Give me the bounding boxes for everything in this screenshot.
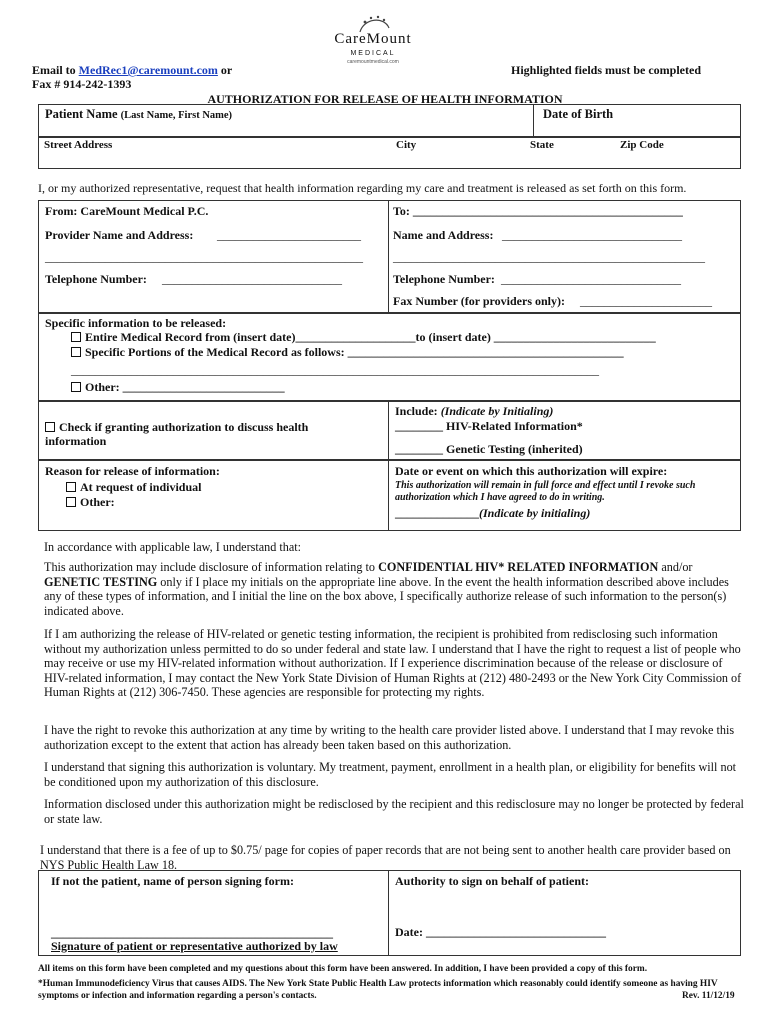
completion-statement: All items on this form have been completed and my questions about this form have been answered. In addition, I have been provided a copy of this form. bbox=[38, 964, 648, 974]
hiv-check-label: Check if granting authorization to discuss health information bbox=[45, 420, 309, 448]
state-label: State bbox=[530, 139, 554, 151]
from-to-divider bbox=[388, 200, 389, 313]
reason-heading: Reason for release of information: bbox=[45, 464, 220, 478]
email-line bbox=[32, 63, 232, 78]
not-patient-label: If not the patient, name of person signing form: bbox=[51, 874, 294, 888]
entire-record-option[interactable] bbox=[71, 330, 656, 345]
email-prefix: Email to bbox=[32, 63, 76, 77]
telephone-left-input[interactable]: ______________________________ bbox=[162, 272, 342, 286]
provider-address-input[interactable]: _____________________________________________________ bbox=[45, 250, 363, 264]
telephone-right-label: Telephone Number: bbox=[393, 272, 495, 286]
voluntary-paragraph: I understand that signing this authorization is voluntary. My treatment, payment, enrollment in a health plan, or eligibility for benefits will not be conditioned upon my authorization of this disclosure. bbox=[44, 760, 737, 789]
signature-label: Signature of patient or representative authorized by law bbox=[51, 939, 338, 953]
date-field[interactable]: Date: ______________________________ bbox=[395, 925, 606, 939]
other-option[interactable] bbox=[71, 380, 285, 395]
portions-label: Specific Portions of the Medical Record as follows: ______________________________________________ bbox=[85, 345, 624, 359]
other-line[interactable]: ___________________________ bbox=[119, 380, 285, 394]
p1-b: CONFIDENTIAL HIV* RELATED INFORMATION bbox=[378, 560, 659, 574]
include-hint: (Indicate by Initialing) bbox=[440, 404, 554, 418]
email-link[interactable]: MedRec1@caremount.com bbox=[78, 63, 218, 77]
reason-option-individual[interactable] bbox=[66, 480, 201, 495]
expire-line[interactable]: ______________ bbox=[395, 506, 479, 520]
provider-name-input[interactable]: ________________________ bbox=[217, 228, 361, 242]
fax-number: Fax # 914-242-1393 bbox=[32, 77, 132, 91]
signature-line[interactable]: _______________________________________________ bbox=[51, 926, 333, 940]
logo-url: caremountmedical.com bbox=[347, 59, 399, 65]
reason-other-label: Other: bbox=[80, 495, 115, 509]
hiv-footnote: *Human Immunodeficiency Virus that causes AIDS. The New York State Public Health Law protects information which reasonably could identify someone as having HIV symptoms or infection and information regarding a person's contacts. bbox=[38, 979, 718, 1001]
include-text: Include: bbox=[395, 404, 438, 418]
p1-c: and/or bbox=[658, 560, 693, 574]
p1-a: This authorization may include disclosure of information relating to bbox=[44, 560, 379, 574]
intro-text: I, or my authorized representative, request that health information regarding my care and treatment is released as set forth on this form. bbox=[38, 181, 687, 195]
p1-e: only if I place my initials on the appropriate line above. In the event the health information described above includes any of these types of information, and I initial the line on the box above, I specifically authorize release of such information to the person(s) indicated above. bbox=[44, 574, 729, 618]
fee-paragraph: I understand that there is a fee of up to $0.75/ page for copies of paper records that are not being sent to another health care provider based on NYS Public Health Law 18. bbox=[40, 843, 731, 872]
authority-label: Authority to sign on behalf of patient: bbox=[395, 874, 590, 888]
portions-option[interactable] bbox=[71, 345, 624, 360]
entire-record-checkbox[interactable] bbox=[71, 332, 81, 342]
expire-hint: (Indicate by initialing) bbox=[479, 506, 591, 520]
expire-heading: Date or event on which this authorization will expire: bbox=[395, 464, 668, 478]
from-label: From: CareMount Medical P.C. bbox=[45, 204, 209, 218]
entire-record-label: Entire Medical Record from (insert date)____________________to (insert date) ___________________________ bbox=[85, 330, 656, 344]
form-title: AUTHORIZATION FOR RELEASE OF HEALTH INFORMATION bbox=[207, 92, 563, 106]
individual-checkbox[interactable] bbox=[66, 482, 76, 492]
highlight-note: Highlighted fields must be completed bbox=[511, 63, 702, 77]
email-suffix: or bbox=[220, 63, 233, 77]
provider-name-label: Provider Name and Address: bbox=[45, 228, 194, 242]
name-address-input[interactable]: ______________________________ bbox=[502, 228, 682, 242]
reason-option-other[interactable] bbox=[66, 495, 115, 510]
reason-other-checkbox[interactable] bbox=[66, 497, 76, 507]
individual-label: At request of individual bbox=[80, 480, 202, 494]
patient-name-label: Patient Name bbox=[45, 107, 118, 121]
fax-label: Fax Number (for providers only): bbox=[393, 294, 565, 308]
patient-name-field[interactable] bbox=[45, 107, 232, 122]
logo-subtitle: MEDICAL bbox=[350, 50, 396, 57]
hiv-disclosure-paragraph bbox=[44, 560, 744, 618]
genetic-initial-line[interactable]: ________ Genetic Testing (inherited) bbox=[395, 442, 583, 456]
dob-label: Date of Birth bbox=[543, 107, 614, 121]
revoke-paragraph: I have the right to revoke this authorization at any time by writing to the health care provider listed above. I understand that I may revoke this authorization except to the extent that action has already been taken based on this authorization. bbox=[44, 723, 735, 752]
name-address-input-2[interactable]: ____________________________________________________ bbox=[393, 250, 705, 264]
understand-intro: In accordance with applicable law, I understand that: bbox=[44, 540, 302, 554]
other-checkbox[interactable] bbox=[71, 382, 81, 392]
revision-date: Rev. 11/12/19 bbox=[682, 991, 735, 1001]
logo-wordmark: CareMount bbox=[334, 31, 412, 47]
hiv-divider bbox=[388, 401, 389, 460]
to-field[interactable]: To: _____________________________________________ bbox=[393, 204, 683, 218]
expire-initial[interactable] bbox=[395, 506, 590, 521]
portions-line[interactable]: ________________________________________________________________________________________ bbox=[71, 363, 599, 377]
fax-input[interactable]: ______________________ bbox=[580, 294, 712, 308]
street-label: Street Address bbox=[44, 139, 113, 151]
hiv-checkbox[interactable] bbox=[45, 422, 55, 432]
redisclosure-paragraph: If I am authorizing the release of HIV-related or genetic testing information, the recipient is prohibited from redisclosing such information without my authorization unless permitted to do so under federal and state law. I understand that I have the right to request a list of people who may receive or use my HIV-related information without authorization. If I experience discrimination because of the release or disclosure of HIV-related information, I may contact the New York State Division of Human Rights at (212) 480-2493 or the New York City Commission of Human Rights at (212) 306-7450. These agencies are responsible for protecting my rights. bbox=[44, 627, 742, 700]
telephone-left-label: Telephone Number: bbox=[45, 272, 147, 286]
hiv-initial-line[interactable]: ________ HIV-Related Information* bbox=[395, 419, 583, 433]
redisclosed-paragraph: Information disclosed under this authorization might be redisclosed by the recipient and this redisclosure may no longer be protected by federal or state law. bbox=[44, 797, 744, 826]
zip-label: Zip Code bbox=[620, 139, 664, 151]
specific-heading: Specific information to be released: bbox=[45, 316, 227, 330]
other-label: Other: bbox=[85, 380, 120, 394]
signature-divider bbox=[388, 870, 389, 956]
expire-text: This authorization will remain in full force and effect until I revoke such authorization which I have agreed to do in writing. bbox=[395, 480, 696, 503]
p1-d: GENETIC TESTING bbox=[44, 574, 158, 589]
telephone-right-input[interactable]: ______________________________ bbox=[501, 272, 681, 286]
city-label: City bbox=[396, 139, 417, 151]
caremount-logo bbox=[318, 14, 428, 66]
portions-checkbox[interactable] bbox=[71, 347, 81, 357]
reason-divider bbox=[388, 460, 389, 531]
name-address-label: Name and Address: bbox=[393, 228, 494, 242]
patient-name-hint: (Last Name, First Name) bbox=[120, 110, 233, 121]
include-label bbox=[395, 404, 553, 419]
hiv-check-option[interactable] bbox=[45, 420, 345, 448]
